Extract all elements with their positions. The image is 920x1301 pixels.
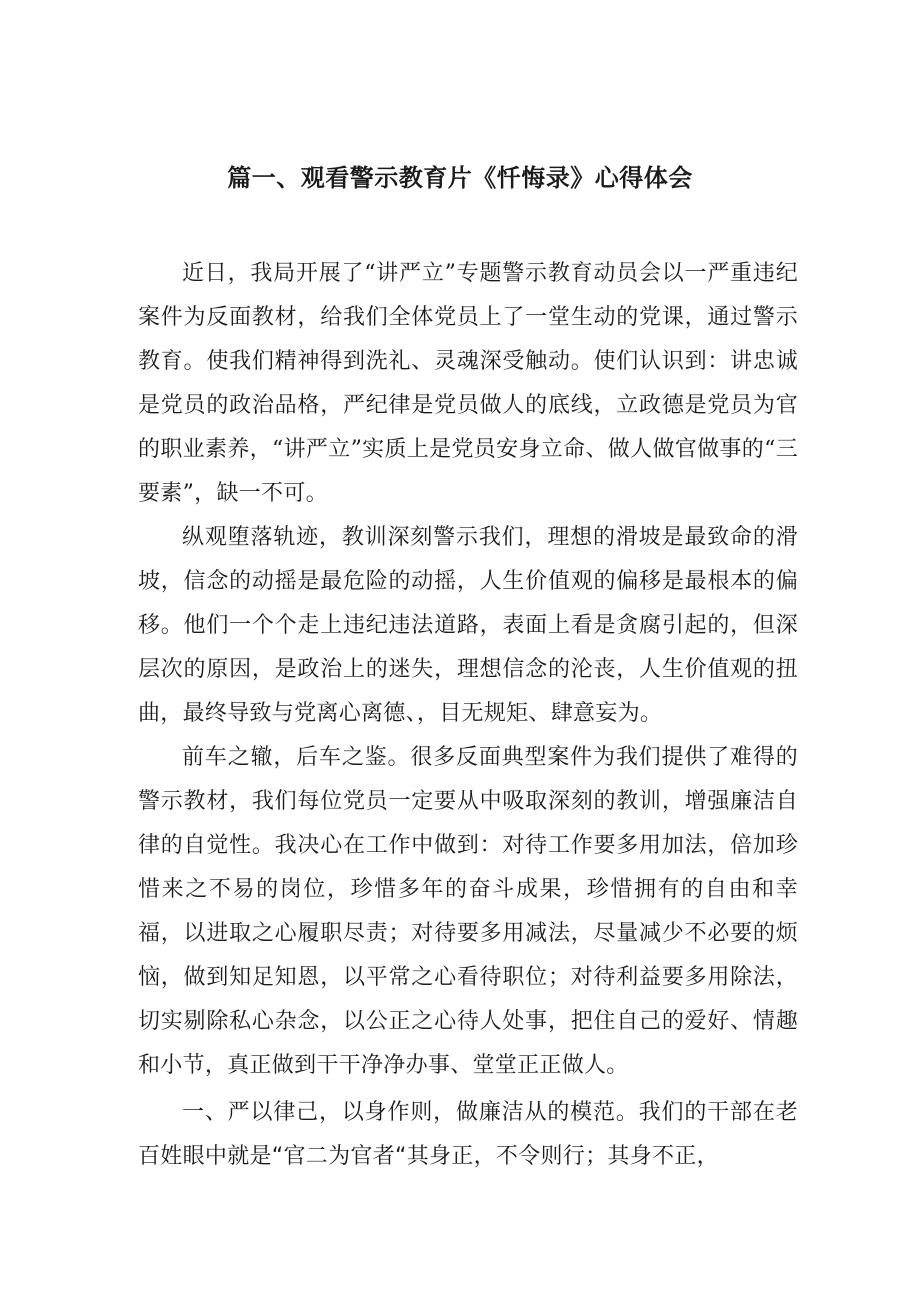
paragraph-lessons: 纵观堕落轨迹，教训深刻警示我们，理想的滑坡是最致命的滑坡，信念的动摇是最危险的动摇，人生价值观的偏移是最根本的偏移。他们一个个走上违纪违法道路，表面上看是贪腐引起的，但深层次的原因，是政治上的迷失，理想信念的沦丧，人生价值观的扭曲，最终导致与党离心离德、，目无规矩、肆意妄为。 — [138, 525, 798, 726]
paragraph-intro: 近日，我局开展了“讲严立”专题警示教育动员会以一严重违纪案件为反面教材，给我们全体党员上了一堂生动的党课，通过警示教育。使我们精神得到洗礼、灵魂深受触动。使们认识到：讲忠诚是党员的政治品格，严纪律是党员做人的底线，立政德是党员为官的职业素养，“讲严立”实质上是党员安身立命、做人做官做事的“三要素”，缺一不可。 — [138, 261, 798, 506]
paragraph-section-one: 一、严以律己，以身作则，做廉洁从的模范。我们的干部在老百姓眼中就是“官二为官者“其身正，不令则行；其身不正， — [138, 1100, 798, 1169]
document-title: 篇一、观看警示教育片《忏悔录》心得体会 — [227, 164, 693, 192]
paragraph-resolutions: 前车之辙，后车之鉴。很多反面典型案件为我们提供了难得的警示教材，我们每位党员一定要从中吸取深刻的教训，增强廉洁自律的自觉性。我决心在工作中做到：对待工作要多用加法，倍加珍惜来之不易的岗位，珍惜多年的奋斗成果，珍惜拥有的自由和幸福，以进取之心履职尽责；对待要多用减法，尽量减少不必要的烦恼，做到知足知恩，以平常之心看待职位；对待利益要多用除法，切实剔除私心杂念，以公正之心待人处事，把住自己的爱好、情趣和小节，真正做到干干净净办事、堂堂正正做人。 — [138, 745, 798, 1078]
document-body — [138, 252, 798, 1179]
